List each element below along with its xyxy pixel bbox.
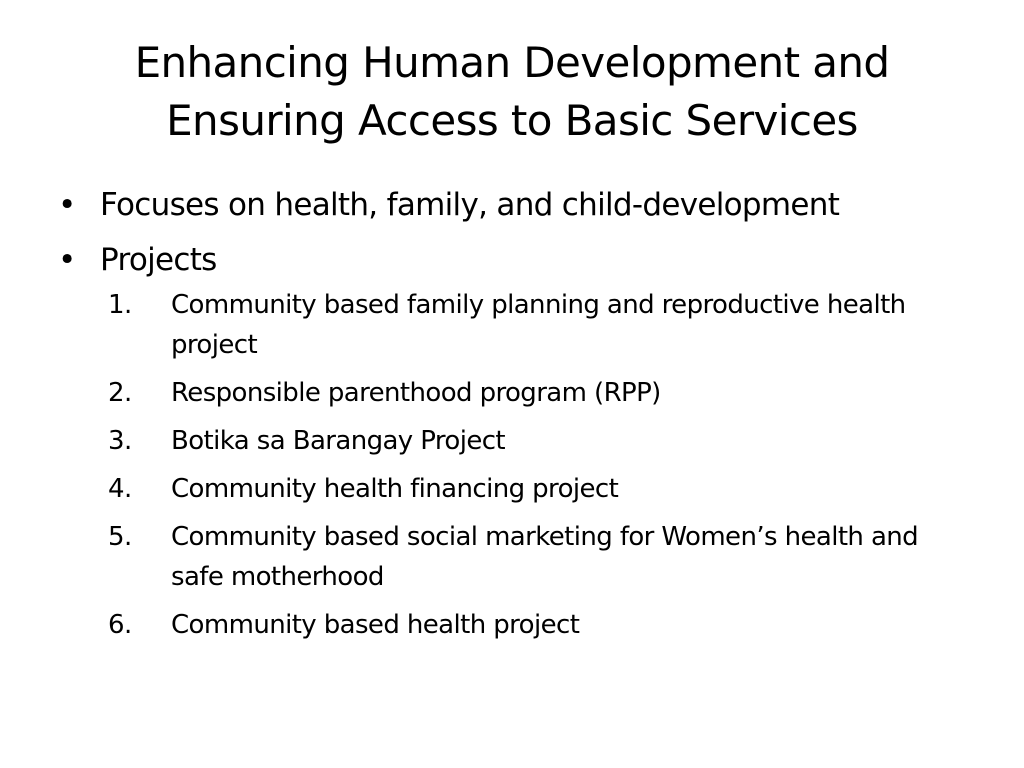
project-number: 5.	[108, 522, 132, 552]
bullet-marker: •	[58, 187, 76, 223]
bullet-marker: •	[58, 242, 76, 278]
slide-title-line-1: Enhancing Human Development and	[134, 38, 890, 87]
project-number: 4.	[108, 474, 132, 504]
project-number: 6.	[108, 610, 132, 640]
project-number: 3.	[108, 426, 132, 456]
project-text: Community based family planning and reproductive health project	[171, 290, 906, 360]
project-item-4	[108, 469, 948, 509]
project-number: 2.	[108, 378, 132, 408]
project-text: Community based health project	[171, 610, 580, 640]
project-list	[108, 285, 948, 645]
project-item-2	[108, 373, 948, 413]
project-text: Responsible parenthood program (RPP)	[171, 378, 661, 408]
project-text: Community health financing project	[171, 474, 619, 504]
bullet-text: Projects	[100, 242, 217, 278]
project-item-1	[108, 285, 948, 365]
project-item-3	[108, 421, 948, 461]
project-text: Community based social marketing for Women’s health and safe motherhood	[171, 522, 919, 592]
bullet-item-projects	[58, 237, 1008, 645]
slide-title-line-2: Ensuring Access to Basic Services	[166, 96, 858, 145]
slide-title	[40, 34, 984, 150]
project-text: Botika sa Barangay Project	[171, 426, 506, 456]
bullet-text: Focuses on health, family, and child-development	[100, 187, 840, 223]
project-item-6	[108, 605, 948, 645]
bullet-list	[58, 182, 1008, 654]
bullet-item-focus	[58, 182, 1008, 228]
project-number: 1.	[108, 290, 132, 320]
project-item-5	[108, 517, 948, 597]
